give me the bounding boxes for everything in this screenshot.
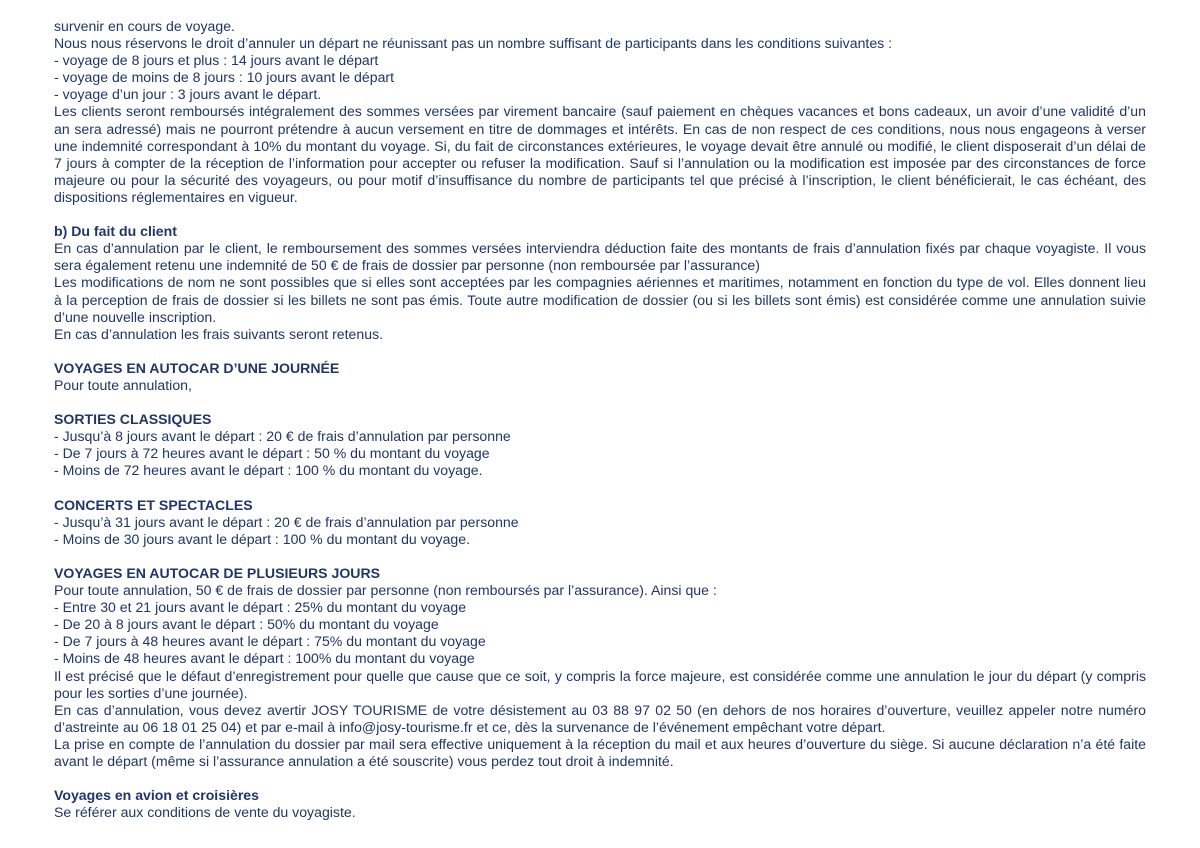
multi-day-paragraph-3: La prise en compte de l’annulation du dossier par mail sera effective uniquement à la réception du mail et aux heures d’ouverture du siège. Si aucune déclaration n’a été faite avant le départ (même si l’assurance annulation a été souscrite) vous perdez tout droit à indemnité. xyxy=(54,735,1146,770)
terms-document xyxy=(54,18,1146,821)
list-item: - Moins de 48 heures avant le départ : 100% du montant du voyage xyxy=(54,650,475,667)
spacer xyxy=(54,343,1146,360)
intro-line: survenir en cours de voyage. xyxy=(54,18,235,34)
client-paragraph-3: En cas d’annulation les frais suivants seront retenus. xyxy=(54,325,384,342)
section-heading-flights: Voyages en avion et croisières xyxy=(54,787,259,804)
day-trips-text: Pour toute annulation, xyxy=(54,376,192,393)
multi-day-paragraph-2: En cas d’annulation, vous devez avertir JOSY TOURISME de votre désistement au 03 88 97 02 50 (en dehors de nos horaires d’ouverture, veuillez appeler notre numéro d’astreinte au 06 18 01 25 04) et par e-mail à info@josy-tourisme.fr et ce, dès la survenance de l’événement empêchant votre départ. xyxy=(54,701,1146,735)
spacer xyxy=(54,548,1146,565)
section-heading-multi-day: VOYAGES EN AUTOCAR DE PLUSIEURS JOURS xyxy=(54,565,381,581)
list-item: - De 20 à 8 jours avant le départ : 50% du montant du voyage xyxy=(54,616,439,633)
list-item: - Jusqu’à 8 jours avant le départ : 20 € de frais d’annulation par personne xyxy=(54,428,511,445)
section-heading-classic: SORTIES CLASSIQUES xyxy=(54,411,212,428)
multi-day-paragraph-1: Il est précisé que le défaut d’enregistrement pour quelle que cause que ce soit, y compris la force majeure, est considérée comme une annulation le jour du départ (y compris pour les sorties d’une journée). xyxy=(54,667,1146,701)
spacer xyxy=(54,480,1146,497)
client-paragraph-1: En cas d’annulation par le client, le remboursement des sommes versées interviendra déduction faite des montants de frais d’annulation fixés par chaque voyagiste. Il vous sera également retenu une indemnité de 50 € de frais de dossier par personne (non remboursée par l’assurance) xyxy=(54,240,1146,274)
client-paragraph-2: Les modifications de nom ne sont possibles que si elles sont acceptées par les compagnies aériennes et maritimes, notamment en fonction du type de vol. Elles donnent lieu à la perception de frais de dossier si les billets ne sont pas émis. Toute autre modification de dossier (ou si les billets sont émis) est considérée comme une annulation suivie d’une nouvelle inscription. xyxy=(54,274,1146,325)
refund-paragraph: Les clients seront remboursés intégralement des sommes versées par virement bancaire (sauf paiement en chèques vacances et bons cadeaux, un avoir d’une validité d’un an sera adressé) mais ne pourront prétendre à aucun versement en titre de dommages et intérêts. En cas de non respect de ces conditions, nous nous engageons à verser une indemnité correspondant à 10% du montant du voyage. Si, du fait de circonstances extérieures, le voyage devait être annulé ou modifié, le client disposerait d’un délai de 7 jours à compter de la réception de l’information pour accepter ou refuser la modification. Sauf si l’annulation ou la modification est imposée par des circonstances de force majeure ou pour la sécurité des voyageurs, ou pour motif d’insuffisance du nombre de participants tel que précisé à l’inscription, le client bénéficierait, le cas échéant, des dispositions réglementaires en vigueur. xyxy=(54,103,1146,205)
list-item: - voyage d’un jour : 3 jours avant le départ. xyxy=(54,86,322,103)
multi-day-intro: Pour toute annulation, 50 € de frais de dossier par personne (non remboursés par l’assurance). Ainsi que : xyxy=(54,582,717,599)
list-item: - Moins de 72 heures avant le départ : 100 % du montant du voyage. xyxy=(54,462,483,479)
list-item: - voyage de 8 jours et plus : 14 jours avant le départ xyxy=(54,52,379,69)
flights-text: Se référer aux conditions de vente du voyagiste. xyxy=(54,804,356,821)
list-item: - De 7 jours à 72 heures avant le départ : 50 % du montant du voyage xyxy=(54,445,490,462)
list-item: - Jusqu’à 31 jours avant le départ : 20 € de frais d’annulation par personne xyxy=(54,513,519,530)
spacer xyxy=(54,770,1146,787)
section-heading-client: b) Du fait du client xyxy=(54,223,177,240)
list-item: - De 7 jours à 48 heures avant le départ : 75% du montant du voyage xyxy=(54,633,486,650)
list-item: - voyage de moins de 8 jours : 10 jours avant le départ xyxy=(54,69,395,86)
spacer xyxy=(54,206,1146,223)
list-item: - Moins de 30 jours avant le départ : 100 % du montant du voyage. xyxy=(54,530,471,547)
list-item: - Entre 30 et 21 jours avant le départ : 25% du montant du voyage xyxy=(54,599,467,616)
section-heading-day-trips: VOYAGES EN AUTOCAR D’UNE JOURNÉE xyxy=(54,359,340,376)
spacer xyxy=(54,394,1146,411)
cancellation-rights-line: Nous nous réservons le droit d’annuler un départ ne réunissant pas un nombre suffisant de participants dans les conditions suivantes : xyxy=(54,35,893,52)
section-heading-concerts: CONCERTS ET SPECTACLES xyxy=(54,496,253,513)
